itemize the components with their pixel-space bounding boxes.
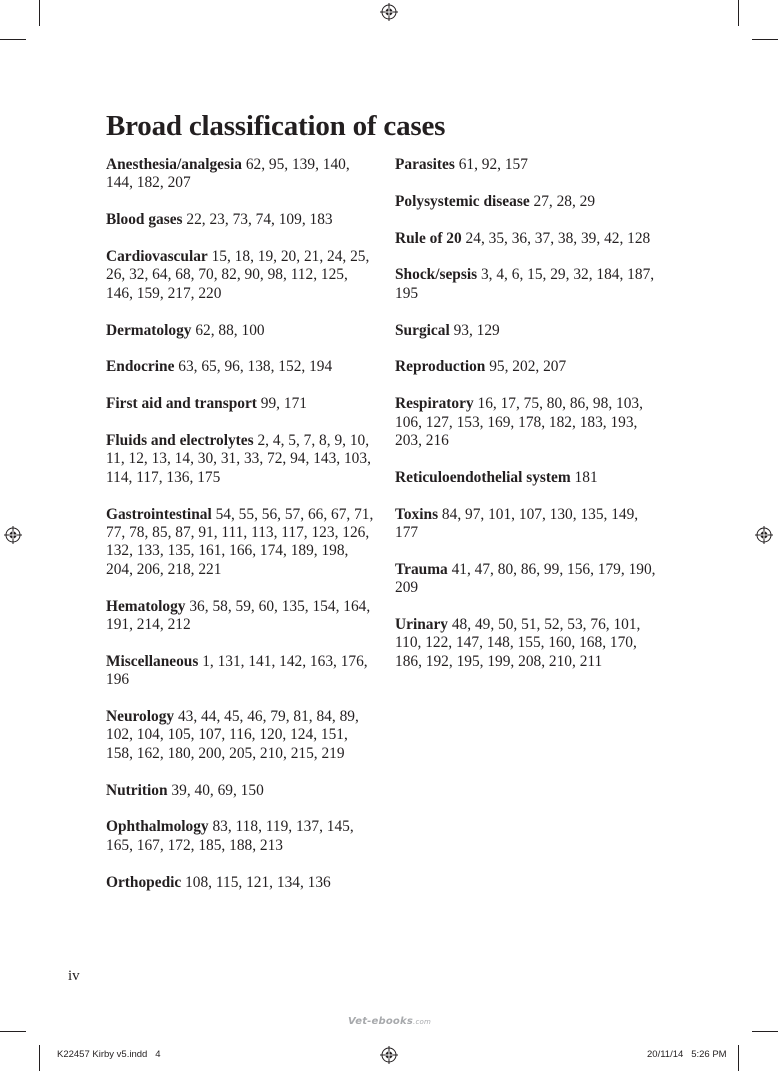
- watermark-suffix: .com: [413, 1018, 431, 1026]
- crop-mark-bottom-right: [752, 1031, 778, 1032]
- entry-term: First aid and transport: [106, 395, 257, 413]
- index-entry: [395, 506, 659, 543]
- crop-mark-top-right: [752, 39, 778, 40]
- index-entry: [395, 156, 659, 174]
- index-entry: [106, 358, 378, 376]
- crop-mark-top-left: [0, 39, 26, 40]
- entry-pages: 15, 18, 19, 20, 21, 24, 25, 26, 32, 64, 68, 70, 82, 90, 98, 112, 125, 146, 159, 217, 220: [106, 248, 370, 302]
- index-entry: [106, 395, 378, 413]
- entry-term: Orthopedic: [106, 873, 182, 891]
- entry-term: Parasites: [395, 156, 455, 173]
- slug-file-info: K22457 Kirby v5.indd 4: [57, 1049, 161, 1060]
- entry-term: Respiratory: [395, 395, 474, 413]
- index-entry: [395, 266, 659, 303]
- entry-pages: 27, 28, 29: [529, 192, 596, 210]
- entry-term: Miscellaneous: [106, 652, 199, 670]
- entry-pages: 22, 23, 73, 74, 109, 183: [182, 211, 333, 229]
- entry-term: Fluids and electrolytes: [106, 432, 254, 449]
- index-entry: [106, 248, 378, 303]
- entry-term: Polysystemic disease: [395, 192, 530, 210]
- index-entry: [106, 782, 378, 800]
- entry-pages: 16, 17, 75, 80, 86, 98, 103, 106, 127, 153, 169, 178, 182, 183, 193, 203, 216: [395, 395, 643, 449]
- entry-pages: 63, 65, 96, 138, 152, 194: [174, 358, 333, 376]
- page-title: Broad classification of cases: [106, 110, 446, 142]
- entry-pages: 93, 129: [449, 321, 500, 339]
- watermark: [348, 1016, 431, 1027]
- entry-term: Nutrition: [106, 781, 168, 799]
- entry-term: Toxins: [395, 505, 439, 523]
- entry-term: Ophthalmology: [106, 818, 209, 836]
- entry-term: Reticuloendothelial system: [395, 468, 571, 486]
- registration-mark-icon: [4, 526, 22, 544]
- entry-pages: 41, 47, 80, 86, 99, 156, 179, 190, 209: [395, 560, 656, 597]
- crop-mark-bottom-left: [0, 1031, 26, 1032]
- entry-pages: 2, 4, 5, 7, 8, 9, 10, 11, 12, 13, 14, 30, 31, 33, 72, 94, 143, 103, 114, 117, 136, 175: [106, 432, 371, 486]
- crop-mark-bottom-left: [39, 1045, 40, 1071]
- index-entry: [106, 322, 378, 340]
- entry-term: Anesthesia/analgesia: [106, 156, 242, 173]
- entry-term: Rule of 20: [395, 229, 462, 247]
- entry-pages: 108, 115, 121, 134, 136: [181, 873, 331, 891]
- entry-pages: 24, 35, 36, 37, 38, 39, 42, 128: [461, 229, 651, 247]
- crop-mark-top-left: [39, 0, 40, 26]
- index-entry: [395, 616, 659, 671]
- index-column-right: [395, 156, 659, 690]
- index-entry: [395, 469, 659, 487]
- entry-pages: 54, 55, 56, 57, 66, 67, 71, 77, 78, 85, 87, 91, 111, 113, 117, 123, 126, 132, 133, 135, 161, 166, 174, 189, 198, 204, 206, 218, 221: [106, 505, 374, 578]
- registration-mark-icon: [755, 526, 773, 544]
- index-entry: [106, 653, 378, 690]
- index-entry: [106, 432, 378, 487]
- entry-pages: 84, 97, 101, 107, 130, 135, 149, 177: [395, 505, 639, 541]
- index-entry: [106, 211, 378, 229]
- index-entry: [395, 358, 659, 376]
- entry-pages: 181: [570, 468, 598, 486]
- index-entry: [106, 874, 378, 892]
- index-entry: [395, 322, 659, 340]
- watermark-main: Vet-ebooks: [348, 1016, 414, 1027]
- entry-pages: 83, 118, 119, 137, 145, 165, 167, 172, 185, 188, 213: [106, 818, 354, 854]
- slug-datetime: 20/11/14 5:26 PM: [647, 1049, 727, 1060]
- entry-pages: 1, 131, 141, 142, 163, 176, 196: [106, 652, 368, 689]
- entry-term: Shock/sepsis: [395, 266, 478, 284]
- entry-pages: 43, 44, 45, 46, 79, 81, 84, 89, 102, 104, 105, 107, 116, 120, 124, 151, 158, 162, 180, 200, 205, 210, 215, 219: [106, 708, 359, 762]
- index-entry: [106, 818, 378, 855]
- index-column-left: [106, 156, 378, 910]
- entry-term: Surgical: [395, 321, 450, 339]
- entry-term: Hematology: [106, 597, 186, 615]
- entry-term: Urinary: [395, 616, 449, 633]
- entry-term: Gastrointestinal: [106, 505, 212, 523]
- index-entry: [106, 598, 378, 635]
- index-entry: [106, 506, 378, 580]
- index-entry: [395, 395, 659, 450]
- crop-mark-top-right: [738, 0, 739, 26]
- entry-pages: 48, 49, 50, 51, 52, 53, 76, 101, 110, 122, 147, 148, 155, 160, 168, 170, 186, 192, 195, 199, 208, 210, 211: [395, 616, 641, 670]
- entry-pages: 61, 92, 157: [454, 156, 528, 173]
- entry-term: Neurology: [106, 708, 175, 726]
- registration-mark-icon: [380, 1046, 398, 1064]
- registration-mark-icon: [380, 3, 398, 21]
- entry-pages: 99, 171: [256, 395, 307, 413]
- entry-term: Blood gases: [106, 211, 183, 229]
- index-entry: [395, 193, 659, 211]
- entry-term: Dermatology: [106, 321, 192, 339]
- entry-term: Reproduction: [395, 358, 486, 376]
- entry-pages: 36, 58, 59, 60, 135, 154, 164, 191, 214, 212: [106, 597, 371, 634]
- crop-mark-bottom-right: [738, 1045, 739, 1071]
- entry-pages: 62, 95, 139, 140, 144, 182, 207: [106, 156, 350, 192]
- entry-term: Endocrine: [106, 358, 175, 376]
- index-entry: [395, 230, 659, 248]
- entry-term: Cardiovascular: [106, 248, 208, 265]
- index-entry: [106, 708, 378, 763]
- entry-pages: 95, 202, 207: [485, 358, 567, 376]
- entry-pages: 3, 4, 6, 15, 29, 32, 184, 187, 195: [395, 266, 655, 302]
- entry-pages: 39, 40, 69, 150: [167, 781, 264, 799]
- entry-pages: 62, 88, 100: [191, 321, 265, 339]
- index-entry: [395, 561, 659, 598]
- page-number: iv: [68, 968, 80, 984]
- entry-term: Trauma: [395, 560, 448, 578]
- index-entry: [106, 156, 378, 193]
